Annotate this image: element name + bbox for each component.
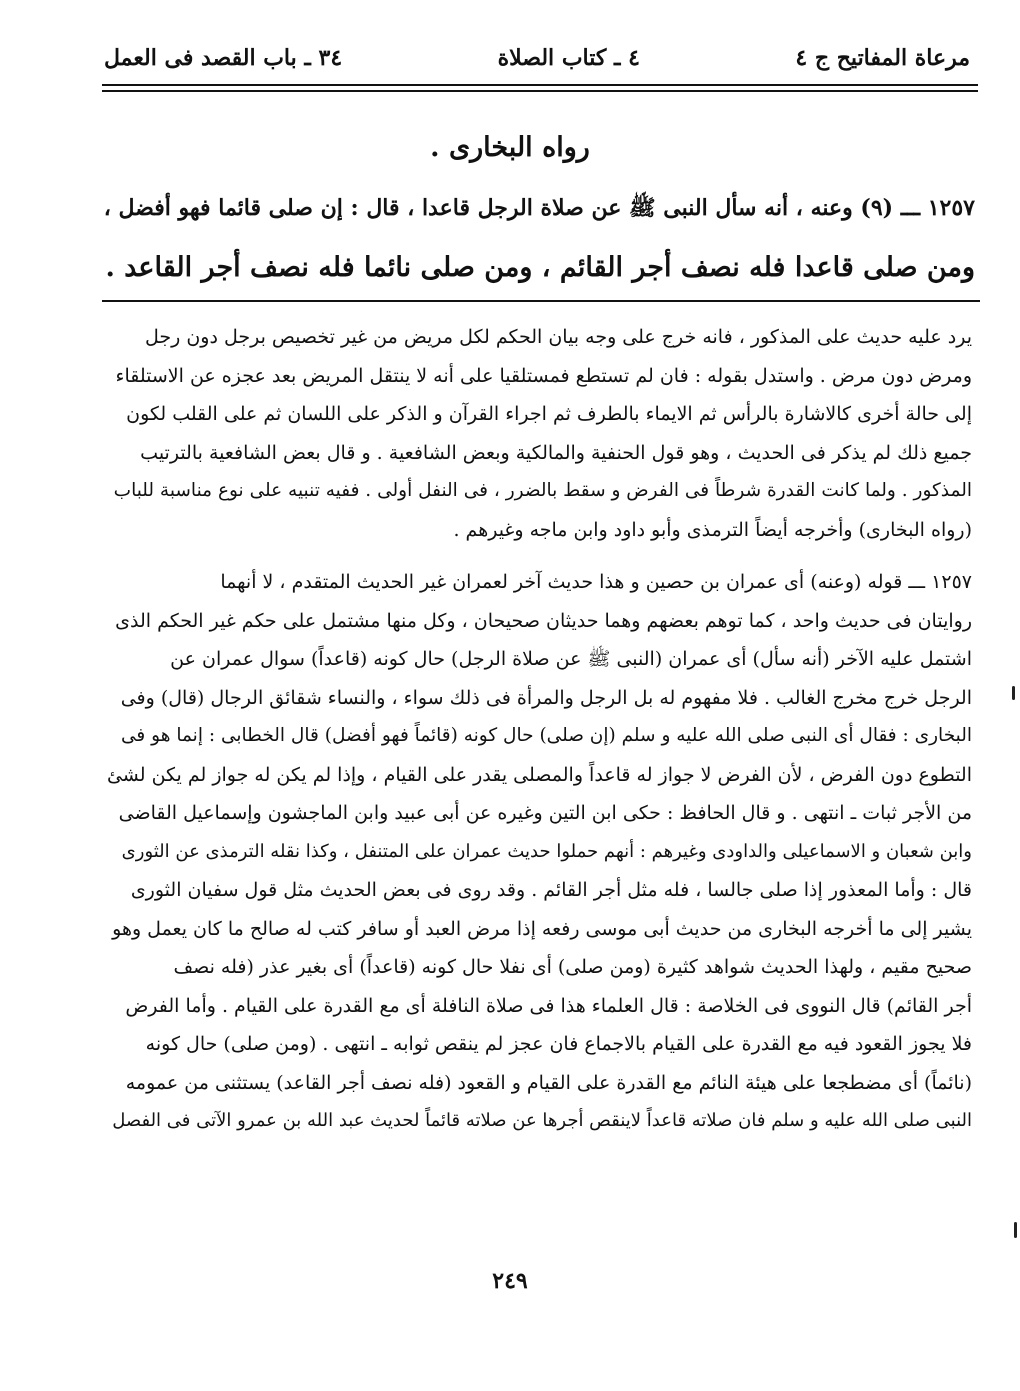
commentary-line: (نائماً) أى مضطجعا على هيئة النائم مع القدرة على القيام و القعود (فله نصف أجر القاعد) يستثنى من عمومه — [125, 1071, 972, 1094]
commentary-line: إلى حالة أخرى كالاشارة بالرأس ثم الايماء بالطرف ثم اجراء القرآن و الذكر على اللسان ثم على القلب لكون — [126, 403, 972, 425]
text-separator-rule — [102, 300, 980, 302]
commentary-text — [100, 318, 972, 1141]
commentary-line: أجر القائم) قال النووى فى الخلاصة : قال العلماء هذا فى صلاة النافلة أى مع القدرة على القيام . وأما الفرض — [125, 994, 972, 1017]
commentary-line: فلا يجوز القعود فيه مع القدرة على القيام بالاجماع فان عجز لم ينقص ثوابه ـ انتهى . (ومن صلى) حال كونه — [145, 1033, 972, 1055]
hadith-source: رواه البخارى . — [430, 132, 590, 163]
commentary-line: البخارى : فقال أى النبى صلى الله عليه و سلم (إن صلى) حال كونه (قائماً فهو أفضل) قال الخطابى : إنما هو فى — [121, 725, 972, 746]
commentary-line: من الأجر ثبات ـ انتهى . و قال الحافظ : حكى ابن التين وغيره عن أبى عبيد وابن الماجشون وإسماعيل القاضى — [118, 802, 972, 824]
commentary-line: وابن شعبان و الاسماعيلى والداودى وغيرهم : أنهم حملوا حديث عمران على المتنفل ، وكذا نقله الترمذى عن الثورى — [121, 840, 972, 862]
header-chapter: ٤ ـ كتاب الصلاة — [497, 45, 640, 71]
header-rule-top — [102, 84, 978, 86]
commentary-line: اشتمل عليه الآخر (أنه سأل) أى عمران (النبى ﷺ عن صلاة الرجل) حال كونه (قاعداً) سوال عمران عن — [170, 648, 972, 670]
margin-mark — [1014, 1222, 1017, 1238]
commentary-line: ١٢٥٧ ـــ قوله (وعنه) أى عمران بن حصين و هذا حديث آخر لعمران غير الحديث المتقدم ، لا أنهما — [220, 571, 972, 593]
running-header — [104, 38, 970, 78]
header-book-title: مرعاة المفاتيح ج ٤ — [795, 45, 970, 71]
commentary-line: يرد عليه حديث على المذكور ، فانه خرج على وجه بيان الحكم لكل مريض من غير تخصيص برجل دون رجل — [144, 326, 972, 348]
commentary-line: صحيح مقيم ، ولهذا الحديث شواهد كثيرة (ومن صلى) أى نفلا حال كونه (قاعداً) أى بغير عذر (فله نصف — [173, 956, 972, 978]
header-rule-bottom — [102, 90, 978, 92]
commentary-line: قال : وأما المعذور إذا صلى جالسا ، فله مثل أجر القائم . وقد روى فى بعض الحديث مثل قول سفيان الثورى — [130, 879, 972, 901]
hadith-line: ١٢٥٧ ـــ (٩) وعنه ، أنه سأل النبى ﷺ عن صلاة الرجل قاعدا ، قال : إن صلى قائما فهو أفضل ، — [103, 195, 975, 221]
commentary-line: التطوع دون الفرض ، لأن الفرض لا جواز له قاعداً والمصلى يقدر على القيام ، وإذا لم يكن له جواز لم يكن لشئ — [106, 763, 972, 786]
header-section: ٣٤ ـ باب القصد فى العمل — [104, 45, 343, 71]
commentary-line: النبى صلى الله عليه و سلم فان صلاته قاعداً لاينقص أجرها عن صلاته قائماً لحديث عبد الله بن عمرو الآتى فى الفصل — [112, 1110, 972, 1131]
page-number: ٢٤٩ — [492, 1268, 528, 1294]
commentary-line: روايتان فى حديث واحد ، كما توهم بعضهم وهما حديثان صحيحان ، وكل منها مشتمل على حكم غير الحكم الذى — [115, 609, 972, 632]
commentary-line: (رواه البخارى) وأخرجه أيضاً الترمذى وأبو داود وابن ماجه وغيرهم . — [453, 518, 972, 541]
commentary-line: المذكور . ولما كانت القدرة شرطاً فى الفرض و سقط بالضرر ، فى النفل أولى . ففيه تنبيه على نوع مناسبة للباب — [113, 480, 972, 501]
commentary-line: يشير إلى ما أخرجه البخارى من حديث أبى موسى رفعه إذا مرض العبد أو سافر كتب له صالح ما كان يعمل وهو — [112, 917, 972, 940]
commentary-line: ومرض دون مرض . واستدل بقوله : فان لم تستطع فمستلقيا على أنه لا ينتقل المريض بعد عجزه عن الاستلقاء — [115, 364, 972, 387]
hadith-text — [100, 178, 975, 298]
paragraph-gap — [100, 549, 972, 563]
margin-mark — [1012, 686, 1015, 700]
commentary-line: جميع ذلك لم يذكر فى الحديث ، وهو قول الحنفية والمالكية وبعض الشافعية . و قال بعض الشافعية بالترتيب — [140, 441, 972, 464]
hadith-line: ومن صلى قاعدا فله نصف أجر القائم ، ومن صلى نائما فله نصف أجر القاعد . — [105, 252, 975, 283]
commentary-line: الرجل خرج مخرج الغالب . فلا مفهوم له بل الرجل والمرأة فى ذلك سواء ، والنساء شقائق الرجال (قال) وفى — [120, 686, 972, 709]
